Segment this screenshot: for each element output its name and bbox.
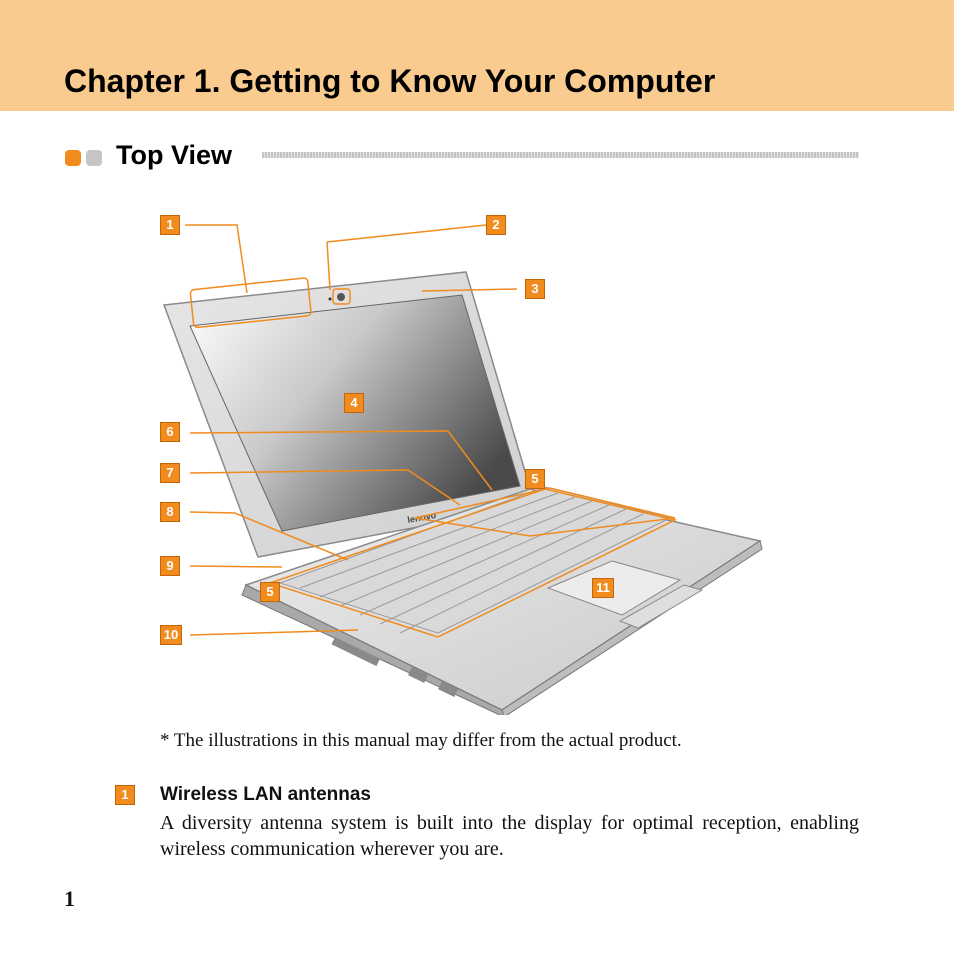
laptop-illustration [150,205,790,715]
camera-icon [337,293,345,301]
gray-square-icon [86,150,102,166]
mic-dot [329,298,332,301]
callout-9: 9 [161,557,179,575]
callout-8: 8 [161,503,179,521]
chapter-title: Chapter 1. Getting to Know Your Computer [64,63,716,99]
section-title: Top View [116,140,233,170]
brand-logo: lenovo [406,510,437,525]
callout-10: 10 [161,626,181,644]
item-description: A diversity antenna system is built into the display for optimal reception, enabling wireless communication wherever you are. [160,812,859,860]
callout-6: 6 [161,423,179,441]
callout-2: 2 [487,216,505,234]
callout-5-top: 5 [526,470,544,488]
callout-3: 3 [526,280,544,298]
callout-7: 7 [161,464,179,482]
section-divider [262,152,859,158]
laptop-figure [150,205,790,715]
item-number-badge: 1 [116,786,134,804]
illustration-note: * The illustrations in this manual may differ from the actual product. [160,730,682,751]
callout-4: 4 [345,394,363,412]
callout-11: 11 [593,579,613,597]
orange-square-icon [65,150,81,166]
callout-1: 1 [161,216,179,234]
page-number: 1 [64,886,75,911]
item-heading: Wireless LAN antennas [160,784,372,805]
callout-5-side: 5 [261,583,279,601]
